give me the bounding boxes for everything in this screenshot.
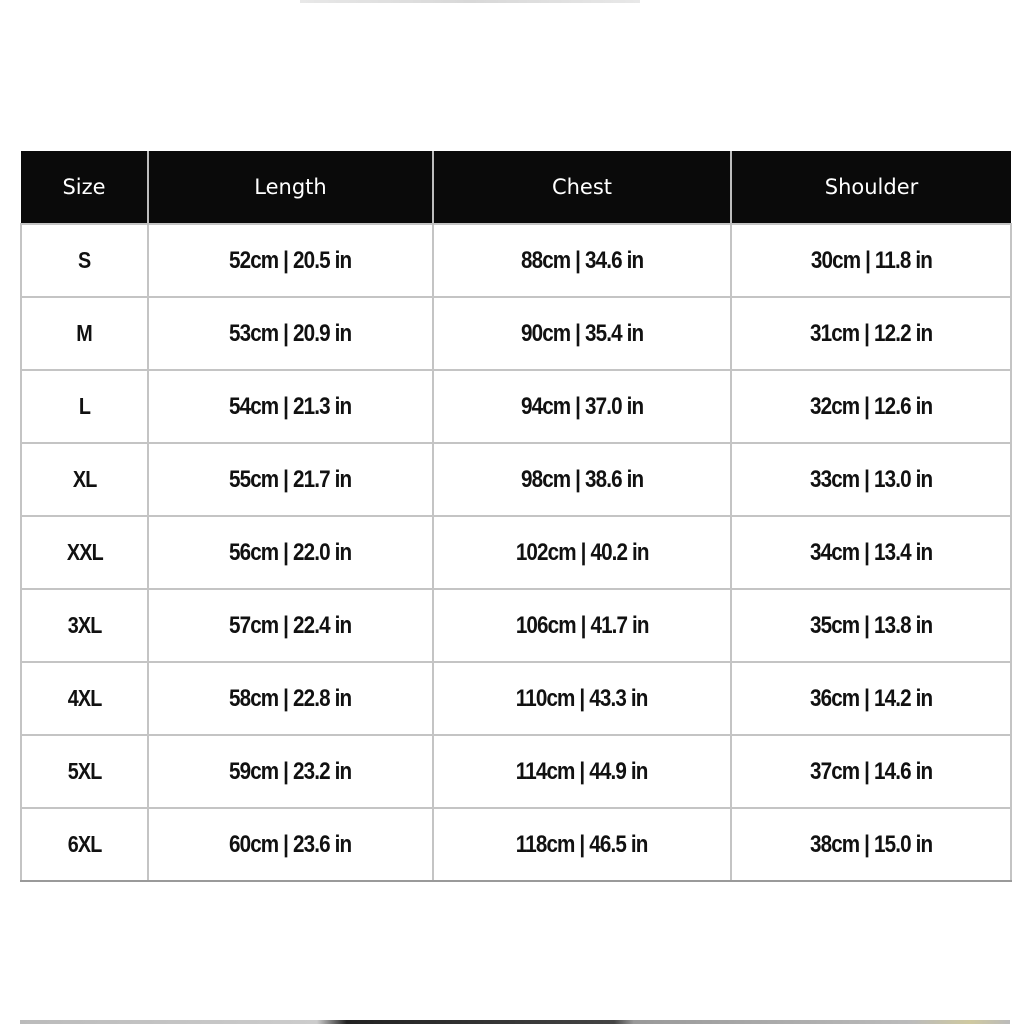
shoulder-cell-value: 32cm | 12.6 in <box>809 392 933 420</box>
chest-cell <box>433 370 731 443</box>
shoulder-cell <box>731 224 1011 297</box>
table-row <box>21 589 1011 662</box>
chest-cell-value: 102cm | 40.2 in <box>515 538 649 566</box>
length-cell-value: 56cm | 22.0 in <box>229 538 352 566</box>
length-cell <box>148 735 433 808</box>
size-chart-table <box>20 151 1012 882</box>
top-divider <box>300 0 640 3</box>
shoulder-cell <box>731 735 1011 808</box>
chest-cell-value: 90cm | 35.4 in <box>520 319 644 347</box>
size-cell <box>21 516 148 589</box>
size-cell <box>21 808 148 881</box>
shoulder-cell-value: 33cm | 13.0 in <box>809 465 933 493</box>
length-cell-value: 60cm | 23.6 in <box>229 830 352 858</box>
size-cell-value: 5XL <box>67 758 102 784</box>
chest-cell-value: 88cm | 34.6 in <box>520 246 644 274</box>
size-cell <box>21 735 148 808</box>
shoulder-cell-value: 37cm | 14.6 in <box>809 757 933 785</box>
length-cell <box>148 589 433 662</box>
header-size: Size <box>21 151 148 224</box>
length-cell <box>148 443 433 516</box>
chest-cell <box>433 443 731 516</box>
chest-cell-value: 106cm | 41.7 in <box>515 611 649 639</box>
shoulder-cell-value: 31cm | 12.2 in <box>809 319 933 347</box>
size-cell <box>21 662 148 735</box>
chest-cell <box>433 516 731 589</box>
size-cell <box>21 589 148 662</box>
size-cell <box>21 297 148 370</box>
length-cell <box>148 297 433 370</box>
length-cell <box>148 662 433 735</box>
chest-cell-value: 94cm | 37.0 in <box>520 392 644 420</box>
table-body <box>21 224 1011 881</box>
size-cell-value: XL <box>72 466 97 492</box>
table-row <box>21 662 1011 735</box>
size-cell-value: M <box>76 320 93 346</box>
shoulder-cell <box>731 808 1011 881</box>
header-row <box>21 151 1011 224</box>
size-cell-value: XXL <box>66 539 103 565</box>
length-cell <box>148 516 433 589</box>
size-cell <box>21 224 148 297</box>
chest-cell <box>433 808 731 881</box>
length-cell-value: 52cm | 20.5 in <box>229 246 352 274</box>
shoulder-cell-value: 30cm | 11.8 in <box>810 246 932 274</box>
shoulder-cell <box>731 662 1011 735</box>
header-length: Length <box>148 151 433 224</box>
shoulder-cell-value: 38cm | 15.0 in <box>809 830 933 858</box>
shoulder-cell-value: 34cm | 13.4 in <box>809 538 933 566</box>
header-chest: Chest <box>433 151 731 224</box>
length-cell-value: 58cm | 22.8 in <box>229 684 352 712</box>
chest-cell-value: 118cm | 46.5 in <box>516 830 648 858</box>
length-cell <box>148 808 433 881</box>
size-cell-value: S <box>78 247 91 273</box>
length-cell-value: 55cm | 21.7 in <box>229 465 352 493</box>
size-cell-value: 4XL <box>67 685 102 711</box>
size-cell-value: 6XL <box>67 831 102 857</box>
table-row <box>21 443 1011 516</box>
shoulder-cell <box>731 443 1011 516</box>
length-cell <box>148 224 433 297</box>
length-cell <box>148 370 433 443</box>
table-row <box>21 516 1011 589</box>
chest-cell <box>433 735 731 808</box>
bottom-divider <box>20 1020 1010 1024</box>
shoulder-cell-value: 36cm | 14.2 in <box>809 684 933 712</box>
shoulder-cell <box>731 589 1011 662</box>
shoulder-cell <box>731 516 1011 589</box>
chest-cell <box>433 224 731 297</box>
chest-cell <box>433 589 731 662</box>
size-cell-value: L <box>78 393 91 419</box>
chest-cell-value: 110cm | 43.3 in <box>516 684 648 712</box>
length-cell-value: 54cm | 21.3 in <box>229 392 352 420</box>
chest-cell <box>433 662 731 735</box>
length-cell-value: 59cm | 23.2 in <box>229 757 352 785</box>
header-shoulder: Shoulder <box>731 151 1011 224</box>
size-cell <box>21 370 148 443</box>
table-row <box>21 370 1011 443</box>
shoulder-cell-value: 35cm | 13.8 in <box>809 611 933 639</box>
shoulder-cell <box>731 370 1011 443</box>
size-cell <box>21 443 148 516</box>
shoulder-cell <box>731 297 1011 370</box>
table-row <box>21 224 1011 297</box>
table-row <box>21 735 1011 808</box>
chest-cell-value: 98cm | 38.6 in <box>520 465 644 493</box>
length-cell-value: 57cm | 22.4 in <box>229 611 352 639</box>
length-cell-value: 53cm | 20.9 in <box>229 319 352 347</box>
size-cell-value: 3XL <box>67 612 102 638</box>
chest-cell-value: 114cm | 44.9 in <box>516 757 648 785</box>
table-row <box>21 297 1011 370</box>
chest-cell <box>433 297 731 370</box>
table-row <box>21 808 1011 881</box>
